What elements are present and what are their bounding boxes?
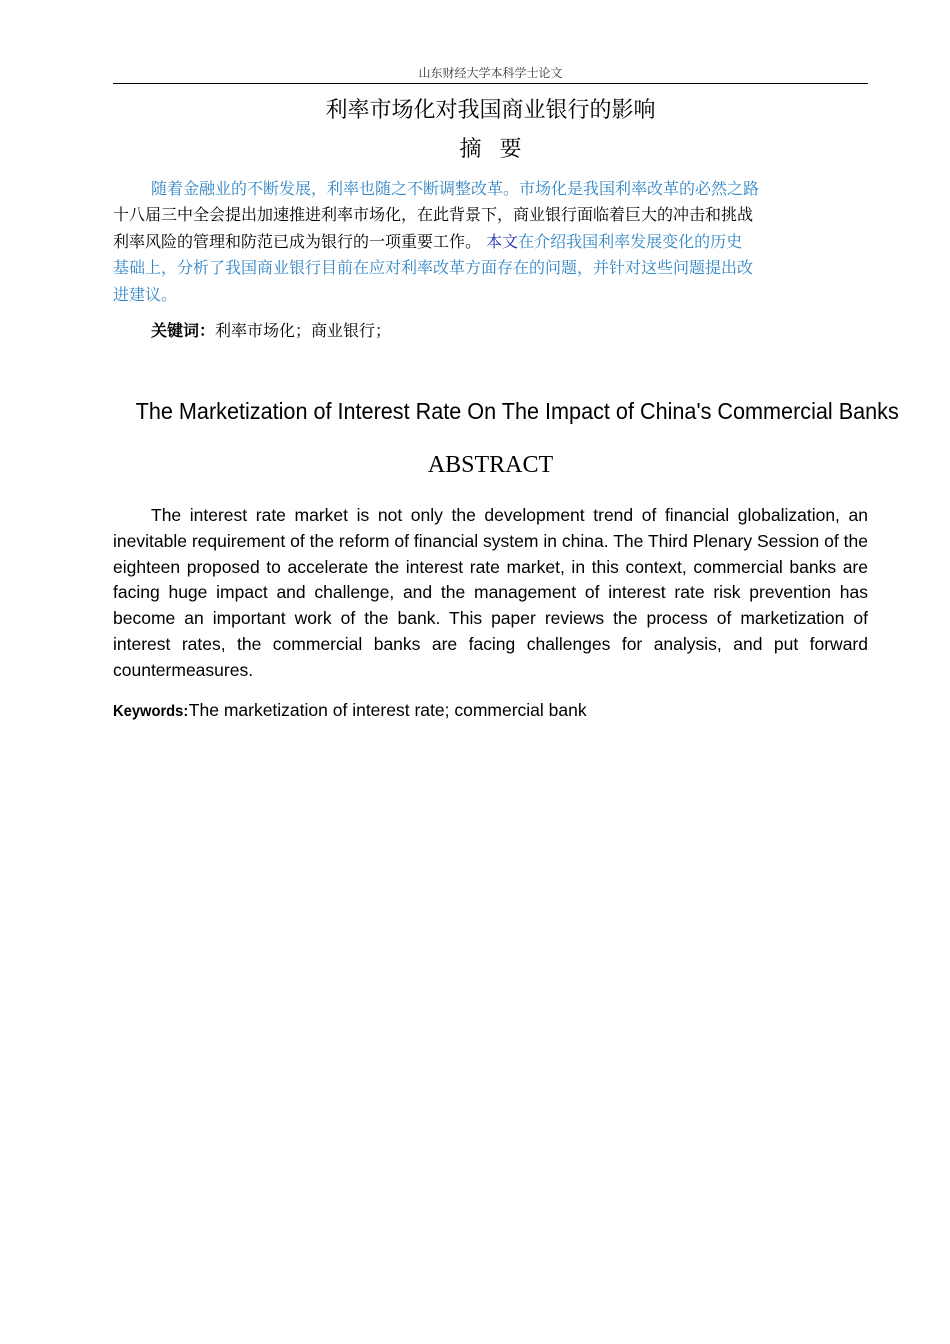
chinese-abstract-line (113, 229, 868, 255)
english-keywords (113, 697, 587, 725)
chinese-keywords-text: 利率市场化；商业银行； (215, 321, 392, 340)
header-rule (113, 83, 868, 84)
chinese-abstract-line (113, 202, 868, 228)
english-keywords-label: Keywords: (113, 703, 189, 720)
chinese-abstract-line (113, 255, 868, 281)
chinese-abstract-segment: 市场化是我国利率改革的必然之路 (519, 179, 760, 198)
chinese-keywords (151, 318, 391, 344)
english-keywords-text: The marketization of interest rate; commercial bank (188, 700, 587, 720)
chinese-title: 利率市场化对我国商业银行的影响 (325, 98, 656, 123)
chinese-abstract-body (113, 176, 868, 308)
chinese-abstract-segment: 在介绍我国利率发展变化的历史 (518, 231, 743, 251)
running-header: 山东财经大学本科学士论文 (418, 66, 563, 80)
chinese-abstract-heading: 摘要 (459, 137, 540, 162)
english-abstract-body: The interest rate market is not only the development trend of financial globalization, an inevitable requirement of the reform of financial system in china. The Third Plenary Session of the eighteen proposed to accelerate the interest rate market, in this context, commercial banks are facing huge impact and challenge, and the management of interest rate risk prevention has become an important work of the bank. This paper reviews the process of marketization of interest rates, the commercial banks are facing challenges for analysis, and put forward countermeasures. (113, 505, 868, 680)
chinese-keywords-label: 关键词： (151, 321, 216, 340)
english-abstract-heading: ABSTRACT (427, 452, 554, 478)
chinese-abstract-line (113, 282, 868, 308)
chinese-abstract-line (113, 176, 868, 202)
chinese-abstract-segment: 随着金融业的不断发展，利率也随之不断调整改革。 (151, 179, 520, 198)
chinese-abstract-segment: 利率风险的管理和防范已成为银行的一项重要工作。 (113, 231, 482, 251)
english-title: The Marketization of Interest Rate On The Impact of China's Commercial Banks (135, 398, 899, 424)
chinese-abstract-segment: 十八届三中全会提出加速推进利率市场化，在此背景下，商业银行面临着巨大的冲击和挑战 (113, 205, 754, 225)
chinese-abstract-segment: 进建议。 (113, 284, 178, 304)
chinese-abstract-segment: 本文 (481, 231, 519, 251)
chinese-abstract-segment: 基础上，分析了我国商业银行目前在应对利率改革方面存在的问题，并针对这些问题提出改 (113, 258, 754, 278)
